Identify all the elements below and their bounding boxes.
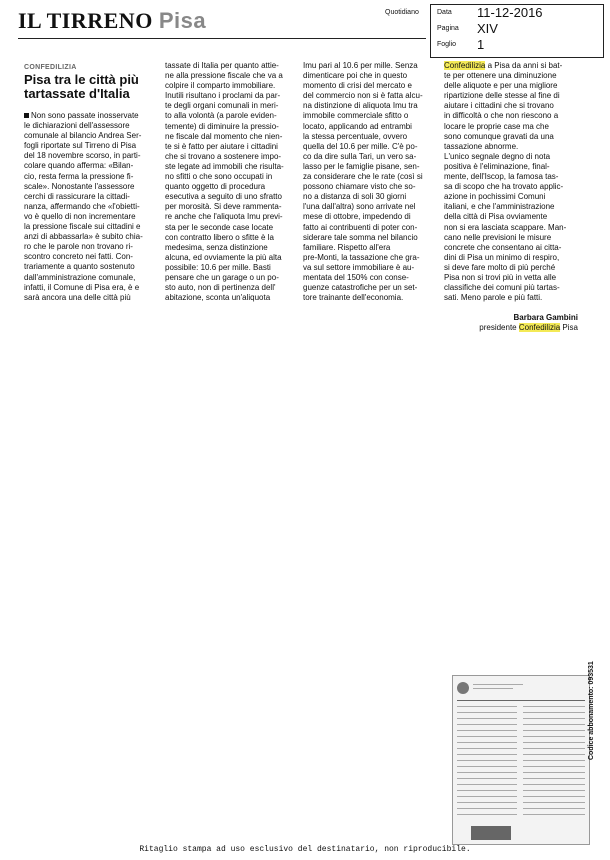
signature-org-highlight: Confedilizia <box>518 323 561 332</box>
thumbnail-logo-icon <box>457 682 469 694</box>
page-thumbnail <box>452 675 590 845</box>
subscription-code: Codice abbonamento: 093531 <box>588 661 595 760</box>
article-column-1 <box>24 111 143 303</box>
newspaper-masthead <box>18 8 206 34</box>
article-kicker: CONFEDILIZIA <box>24 64 77 71</box>
article-headline: Pisa tra le città più tartassate d'Italia <box>24 72 139 101</box>
signature-name: Barbara Gambini <box>513 313 578 322</box>
newspaper-name: IL TIRRENO <box>18 8 153 33</box>
column-4-first-line: a Pisa da anni si bat- <box>485 61 563 70</box>
page-value: XIV <box>477 21 498 36</box>
date-label: Data <box>437 9 452 16</box>
signature-role-prefix: presidente <box>479 323 519 332</box>
edition-name: Pisa <box>158 8 207 33</box>
page-label: Pagina <box>437 25 459 32</box>
thumbnail-photo <box>471 826 511 840</box>
highlighted-organization: Confedilizia <box>444 61 486 70</box>
signature-role-suffix: Pisa <box>560 323 578 332</box>
column-4-text: te per ottenere una diminuzione delle aliquote e per una migliore ripartizione delle stesse al fine di aiutare i cittadini che si trovano in difficoltà o che non riescono a locare le proprie case ma che sono comunque gravati da una tassazione abnorme. L'unico segnale degno di nota positiva è l'eliminazione, final- mente, dell'Iscop, la famosa tas- sa di scopo che ha trovato applic- azione in pochissimi Comuni italiani, e che l'amministrazione della città di Pisa ovviamente non si era lasciata scappare. Man- cano nelle previsioni le misure concrete che consentano ai citta- dini di Pisa un minimo di respiro, si deve fare molto di più perché Pisa non si trovi più in vetta alle classifiche dei comuni più tartas- sati. Meno parole e più fatti. <box>444 71 567 303</box>
date-value: 11-12-2016 <box>477 5 543 20</box>
publication-type: Quotidiano <box>385 9 419 16</box>
column-1-text: Non sono passate inosservate le dichiarazioni dell'assessore comunale al bilancio Andrea Ser- fogli riportate sul Tirreno di Pisa del 18 novembre scorso, in parti- colare quando afferma: «Bilan- cio, resta ferma la pressione fi- scale». Nonostante l'assessore cerchi di rassicurare la cittadi- nanza, affermando che «l'obietti- vo è quello di non incrementare la pressione fiscale sui cittadini e anzi di abbassarla» è subito chia- ro che le parole non trovano ri- scontro concreto nei fatti. Con- trariamente a quanto sostenuto dall'amministrazione comunale, infatti, il Comune di Pisa era, è e sarà ancora una delle città più <box>24 111 143 302</box>
sheet-label: Foglio <box>437 41 457 48</box>
info-box <box>430 4 604 58</box>
article-column-3: Imu pari al 10.6 per mille. Senza dimenticare poi che in questo momento di crisi del mercato e del commercio non si è fatta alcu- na distinzione di aliquota Imu tra immobile commerciale sfitto o locato, applicando ad entrambi la stessa percentuale, ovvero quella del 10.6 per mille. C'è po- co da dire sulla Tari, un vero sa- lasso per le famiglie pisane, sen- za considerare che le rate (così si possono chiamare visto che so- no a distanza di soli 30 giorni l'una dall'altra) sono arrivate nel mese di ottobre, impedendo di fatto ai contribuenti di poter con- siderare tale somma nel bilancio familiare. Rispetto all'era pre-Monti, la tassazione che gra- va sul settore immobiliare è au- mentata del 150% con conse- guenze catastrofiche per un set- tore trainante dell'economia. <box>303 61 423 303</box>
bullet-square-icon <box>24 113 29 118</box>
sheet-value: 1 <box>477 37 485 52</box>
header-divider <box>18 38 426 39</box>
footer-notice: Ritaglio stampa ad uso esclusivo del destinatario, non riproducibile. <box>139 845 471 854</box>
article-column-4 <box>444 61 566 303</box>
article-column-2: tassate di Italia per quanto attie- ne alla pressione fiscale che va a colpire il comparto immobiliare. Inutili risultano i proclami da par- te degli organi comunali in meri- to alla volontà (a parole eviden- temente) di diminuire la pressio- ne fiscale dal momento che nien- te si è fatto per aiutare i cittadini che si trovano a sostenere impo- ste legate ad immobili che risulta- no sfitti o che sono occupati in quanto oggetto di procedura esecutiva a seguito di uno sfratto per morosità. Si deve rammenta- re anche che l'aliquota Imu previ- sta per le seconde case locate con contratto libero o sfitte è la medesima, senza distinzione alcuna, ed ovviamente la più alta possibile: 10.6 per mille. Basti pensare che un garage o un po- sto auto, non di pertinenza dell' abitazione, sconta un'aliquota <box>165 61 284 303</box>
signature-role <box>444 323 578 332</box>
